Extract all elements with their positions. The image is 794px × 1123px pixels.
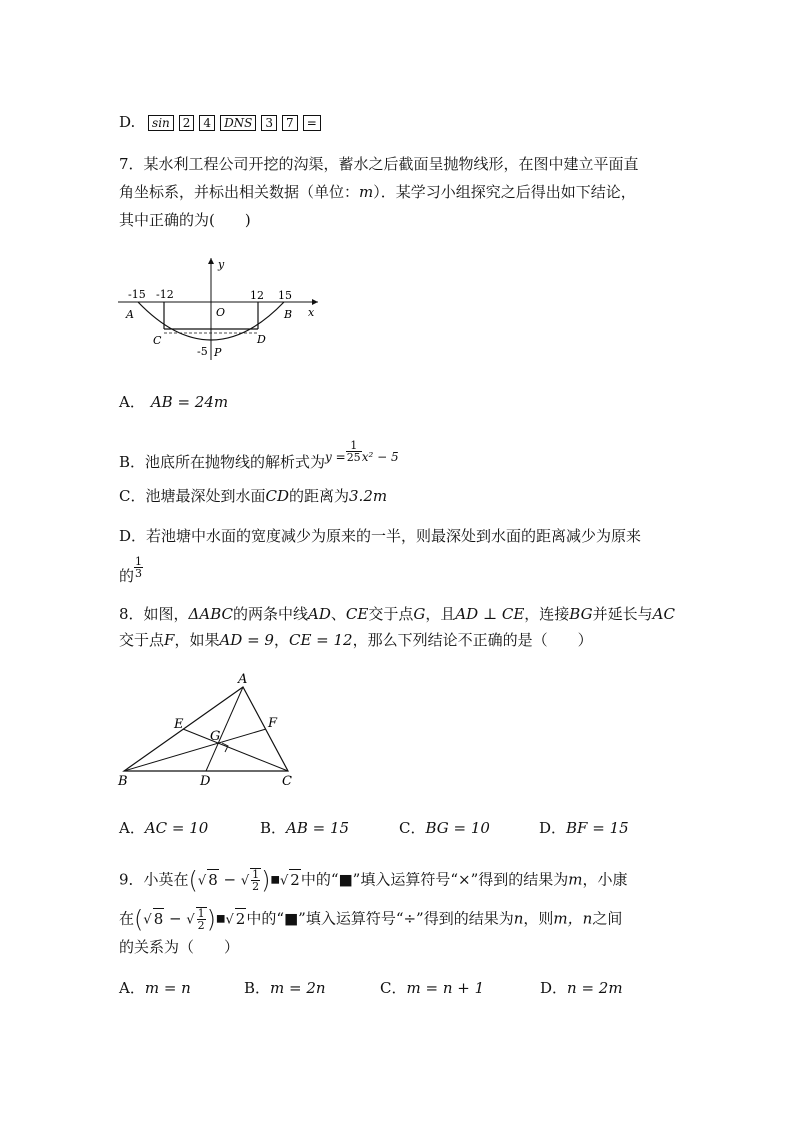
point-a-label: A [126, 308, 134, 321]
point-d-label: D [257, 333, 266, 346]
point-p-label: P [214, 346, 222, 359]
tick-15: 15 [278, 289, 292, 302]
calculator-key-sequence [148, 113, 326, 131]
q8-stem-line-1: 8．如图，ΔABC的两条中线AD、CE交于点G，且AD ⊥ CE，连接BG并延长与AC [119, 605, 675, 623]
calculator-key: DNS [220, 115, 256, 131]
point-e-label: E [174, 717, 184, 732]
q9-stem-line-2: 在(√ 8 − √ $\frac{1}{2}$ )■√ 2中的“■”填入运算符号“÷”得到的结果为n，则m，n之间 [119, 905, 623, 934]
point-c-label: C [153, 334, 162, 347]
triangle-figure [112, 670, 302, 792]
tick-neg15: -15 [128, 288, 146, 301]
depth-label: -5 [197, 345, 208, 358]
q8-option-d: D．BF = 15 [539, 819, 629, 837]
q9-option-b: B．m = 2n [244, 979, 326, 997]
q7-option-c: C．池塘最深处到水面CD的距离为3.2m [119, 487, 388, 505]
q6-option-label: D. [119, 113, 136, 131]
q7-stem-line-3: 其中正确的为( ) [119, 211, 251, 229]
q9-option-a: A．m = n [119, 979, 191, 997]
calculator-key: 7 [282, 115, 298, 131]
q8-option-c: C．BG = 10 [399, 819, 490, 837]
calculator-key: 2 [179, 115, 195, 131]
calculator-key: 3 [261, 115, 277, 131]
q7-option-d-line-1: D．若池塘中水面的宽度减少为原来的一半，则最深处到水面的距离减少为原来 [119, 527, 642, 545]
q8-option-b: B．AB = 15 [260, 819, 350, 837]
q7-stem-line-1: 7．某水利工程公司开挖的沟渠，蓄水之后截面呈抛物线形，在图中建立平面直 [119, 155, 639, 173]
tick-12: 12 [250, 289, 264, 302]
q7-option-d-line-2: 的 $\frac{1}{3}$ [119, 555, 143, 585]
parabola-figure [118, 252, 328, 364]
q9-option-d: D．n = 2m [540, 979, 623, 997]
x-axis-label: x [308, 306, 315, 319]
calculator-key: sin [148, 115, 174, 131]
tick-neg12: -12 [156, 288, 174, 301]
point-g-label: G [210, 729, 221, 744]
q8-option-a: A．AC = 10 [119, 819, 209, 837]
triangle-abc [124, 687, 288, 771]
q9-stem-line-1: 9．小英在(√ 8 − √ $\frac{1}{2}$ )■√ 2中的“■”填入运算符号“×”得到的结果为m，小康 [119, 866, 628, 895]
point-b-label: B [284, 308, 293, 321]
q9-option-c: C．m = n + 1 [380, 979, 485, 997]
calculator-key: 4 [199, 115, 215, 131]
y-axis-label: y [218, 258, 225, 271]
q7-stem-line-2: 角坐标系，并标出相关数据（单位：m）．某学习小组探究之后得出如下结论， [119, 183, 636, 201]
vertex-b-label: B [118, 774, 128, 789]
q9-stem-line-3: 的关系为（ ） [119, 938, 240, 956]
q7-option-a: A． AB = 24m [119, 393, 229, 411]
segment-bf [124, 729, 266, 771]
point-d-label: D [200, 774, 211, 789]
q6-option-d [119, 112, 326, 132]
origin-label: O [216, 306, 226, 319]
median-ce [183, 729, 288, 771]
right-angle-mark [222, 743, 228, 752]
vertex-a-label: A [238, 672, 248, 687]
point-f-label: F [268, 716, 278, 731]
calculator-key: = [303, 115, 321, 131]
vertex-c-label: C [282, 774, 292, 789]
q8-stem-line-2: 交于点F，如果AD = 9，CE = 12，那么下列结论不正确的是（ ） [119, 631, 593, 649]
q7-option-b: B．池底所在抛物线的解析式为$^{y =}$ $\frac{1}{25}$ $^{x^2 - 5}$ [119, 439, 399, 471]
